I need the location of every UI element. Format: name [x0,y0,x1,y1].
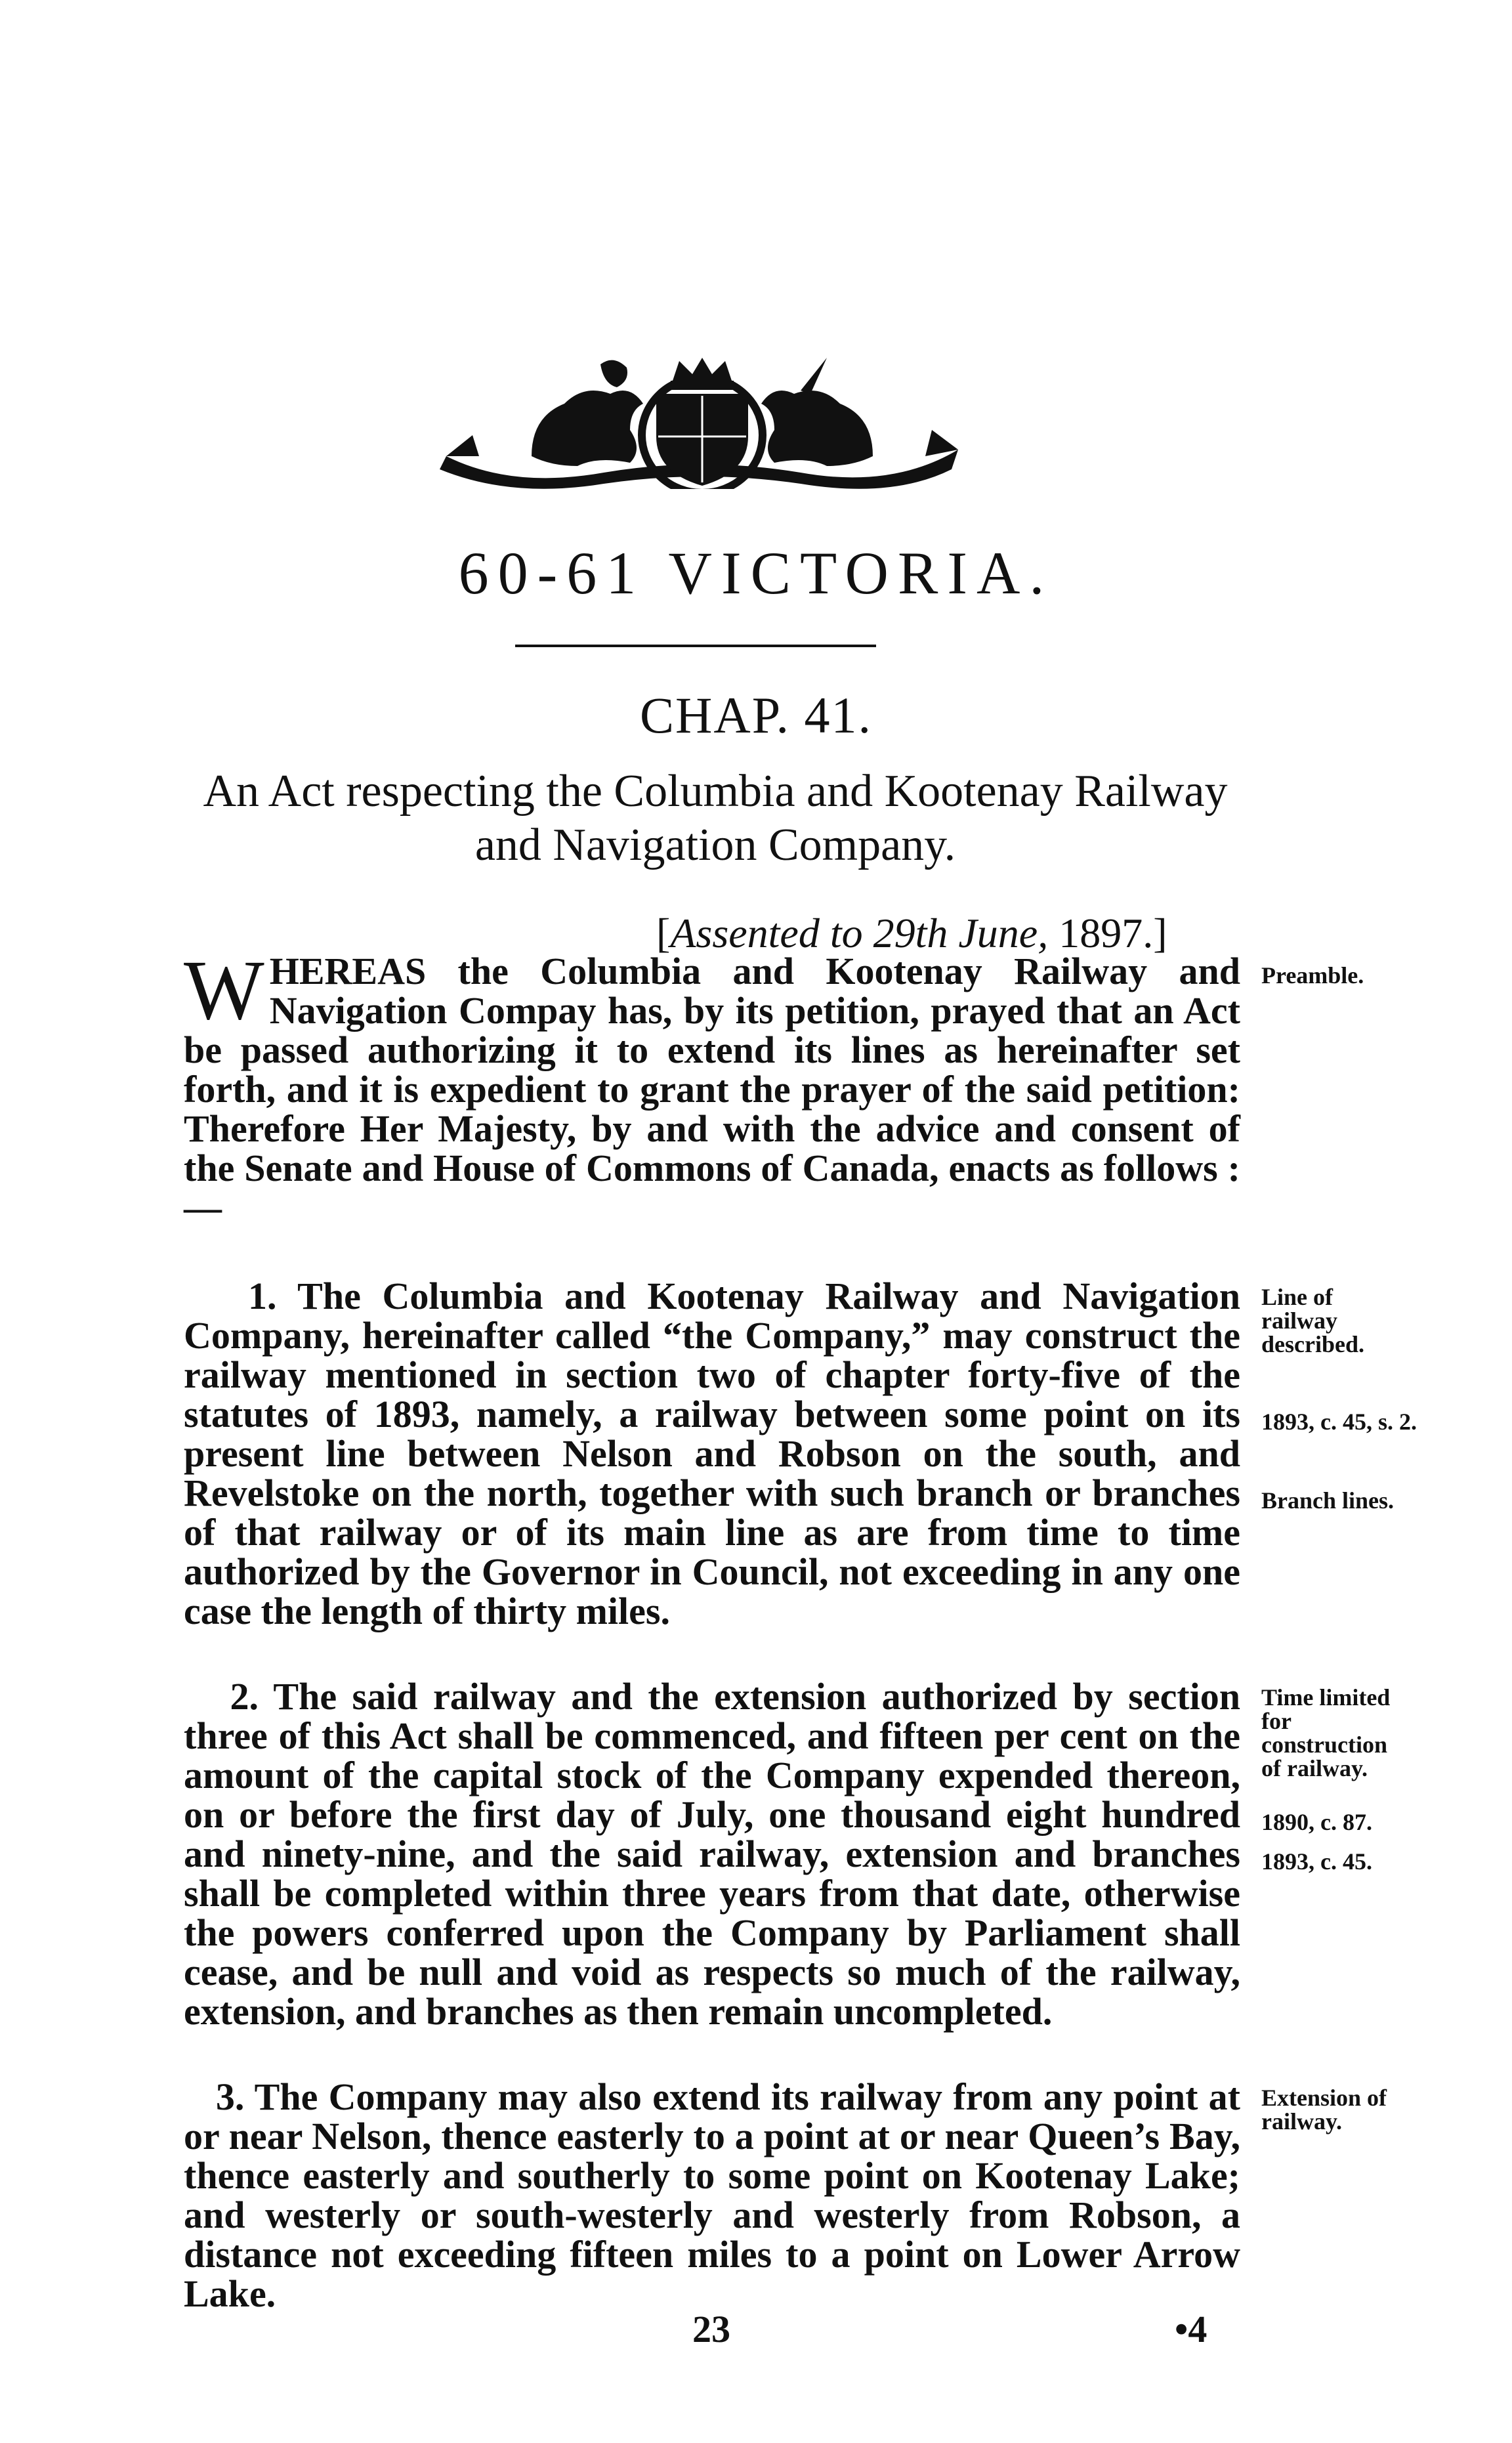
royal-crest-emblem [433,358,971,489]
section-3-number: 3. [215,2075,245,2118]
page-number: 23 [692,2308,730,2350]
margin-note-1893-c45: 1893, c. 45. [1261,1848,1372,1875]
assent-bracket: [ [656,910,671,956]
preamble-dropcap: W [184,943,264,1038]
margin-note-extension: Extension of railway. [1261,2085,1387,2135]
page-title: 60-61 VICTORIA. [458,540,1054,606]
margin-note-branch-lines: Branch lines. [1261,1487,1395,1514]
section-1-number: 1. [248,1275,277,1317]
assent-text: Assented to 29th June, [670,910,1049,956]
margin-note-preamble: Preamble. [1261,962,1364,988]
signature-number: 4 [1188,2308,1208,2350]
section-3-paragraph [184,2077,1240,2314]
section-1-paragraph [184,1277,1240,1631]
chapter-heading: CHAP. 41. [640,687,872,744]
section-2-paragraph [184,1677,1240,2031]
section-2-number: 2. [230,1675,259,1718]
margin-note-1893-c45-s2: 1893, c. 45, s. 2. [1261,1409,1417,1435]
margin-note-1890-c87: 1890, c. 87. [1261,1809,1372,1835]
preamble-text: HEREAS the Columbia and Kootenay Railway and Navigation Compay has, by its petition, prayed that an Act be passed authorizing it to extend its lines as hereinafter set forth, and it is expedient to grant the prayer of the said petition: Therefore Her Majesty, by and with the advice and consent of the Senate and House of Commons of Canada, enacts as follows :— [184,950,1240,1229]
signature-mark: •4 [1175,2308,1208,2350]
section-3-text: The Company may also extend its railway from any point at or near Nelson, thence easterly to a point at or near Queen’s Bay, thence easterly and southerly to some point on Kootenay Lake; and westerly or south-westerly and westerly from Robson, a distance not exceeding fifteen miles to a point on Lower Arrow Lake. [184,2075,1240,2315]
margin-note-line-of-railway: Line of railway described. [1261,1284,1364,1357]
preamble-paragraph [184,943,1240,1229]
section-2-text: The said railway and the extension authorized by section three of this Act shall be commenced, and fifteen per cent on the amount of the capital stock of the Company expended thereon, on or before the first day of July, one thousand eight hundred and ninety-nine, and the said railway, extension and branches shall be completed within three years from that date, otherwise the powers conferred upon the Company by Parliament shall cease, and be null and void as respects so much of the railway, extension, and branches as then remain uncompleted. [184,1675,1240,2033]
assent-year: 1897.] [1059,910,1167,956]
title-divider [515,645,876,647]
section-1-text: The Columbia and Kootenay Railway and Navigation Company, hereinafter called “the Company,” may construct the railway mentioned in section two of chapter forty-five of the statutes of 1893, namely, a railway between some point on its present line between Nelson and Robson on the south, and Revelstoke on the north, together with such branch or branches of that railway or of its main line as are from time to time authorized by the Governor in Council, not exceeding in any one case the length of thirty miles. [184,1275,1241,1632]
act-title: An Act respecting the Columbia and Kootenay Railway and Navigation Company. [203,766,1228,870]
margin-note-time-limited: Time limited for construction of railway. [1261,1684,1391,1781]
